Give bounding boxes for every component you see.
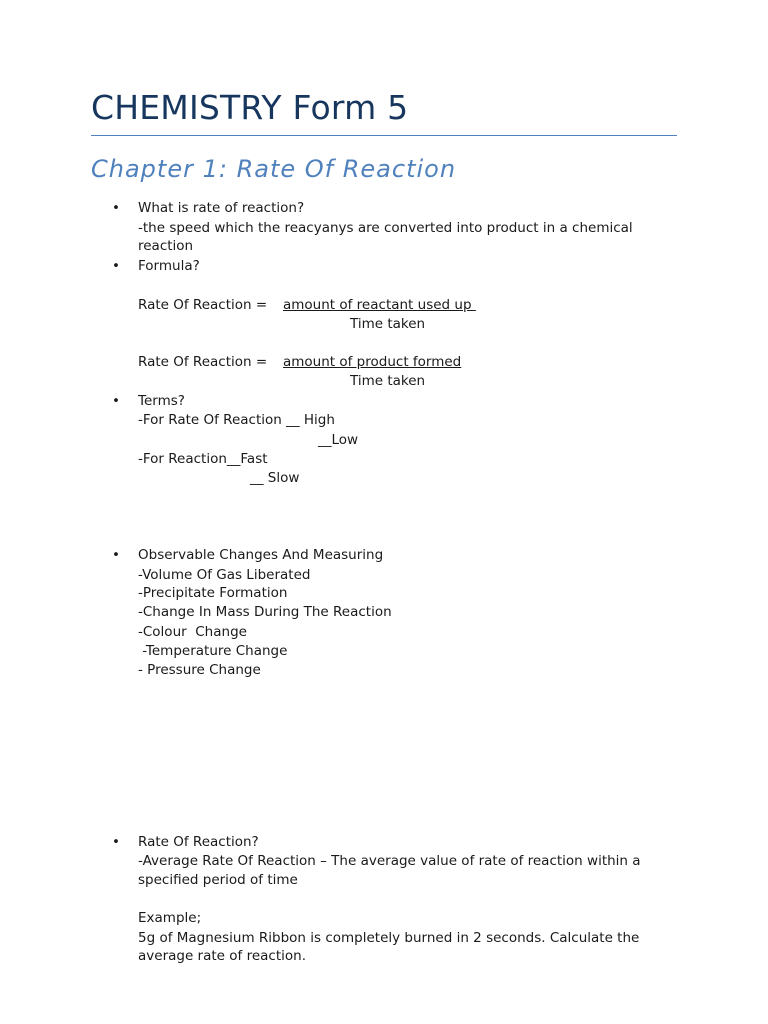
term-text: __ Slow — [250, 470, 300, 486]
answer-text: -Average Rate Of Reaction – The average value of rate of reaction within a — [138, 853, 641, 869]
page-title: CHEMISTRY Form 5 — [91, 88, 409, 127]
formula-lhs: Rate Of Reaction = — [138, 354, 268, 370]
bullet: • — [112, 393, 120, 409]
list-item: -Colour Change — [138, 624, 247, 640]
example-text: 5g of Magnesium Ribbon is completely burned in 2 seconds. Calculate the — [138, 930, 640, 946]
question-text: Terms? — [138, 393, 185, 409]
answer-text: -the speed which the reacyanys are converted into product in a chemical — [138, 220, 633, 236]
list-item: -Precipitate Formation — [138, 585, 288, 601]
question-text: Formula? — [138, 258, 200, 274]
term-text: -For Reaction__Fast — [138, 451, 268, 467]
list-item: - Pressure Change — [138, 662, 261, 678]
list-item: -Temperature Change — [138, 643, 288, 659]
example-label: Example; — [138, 910, 202, 926]
bullet: • — [112, 834, 120, 850]
list-item: -Change In Mass During The Reaction — [138, 604, 392, 620]
answer-text: reaction — [138, 238, 194, 254]
bullet: • — [112, 200, 120, 216]
question-text: What is rate of reaction? — [138, 200, 305, 216]
question-text: Observable Changes And Measuring — [138, 547, 384, 563]
formula-numerator: amount of reactant used up — [283, 297, 476, 313]
term-text: __Low — [318, 432, 359, 448]
term-text: -For Rate Of Reaction __ High — [138, 412, 335, 428]
title-underline — [91, 135, 677, 136]
formula-denominator: Time taken — [350, 373, 426, 389]
chapter-heading: Chapter 1: Rate Of Reaction — [91, 155, 457, 183]
formula-numerator: amount of product formed — [283, 354, 462, 370]
list-item: -Volume Of Gas Liberated — [138, 567, 311, 583]
bullet: • — [112, 258, 120, 274]
formula-lhs: Rate Of Reaction = — [138, 297, 268, 313]
answer-text: specified period of time — [138, 872, 298, 888]
example-text: average rate of reaction. — [138, 948, 306, 964]
bullet: • — [112, 547, 120, 563]
question-text: Rate Of Reaction? — [138, 834, 259, 850]
formula-denominator: Time taken — [350, 316, 426, 332]
